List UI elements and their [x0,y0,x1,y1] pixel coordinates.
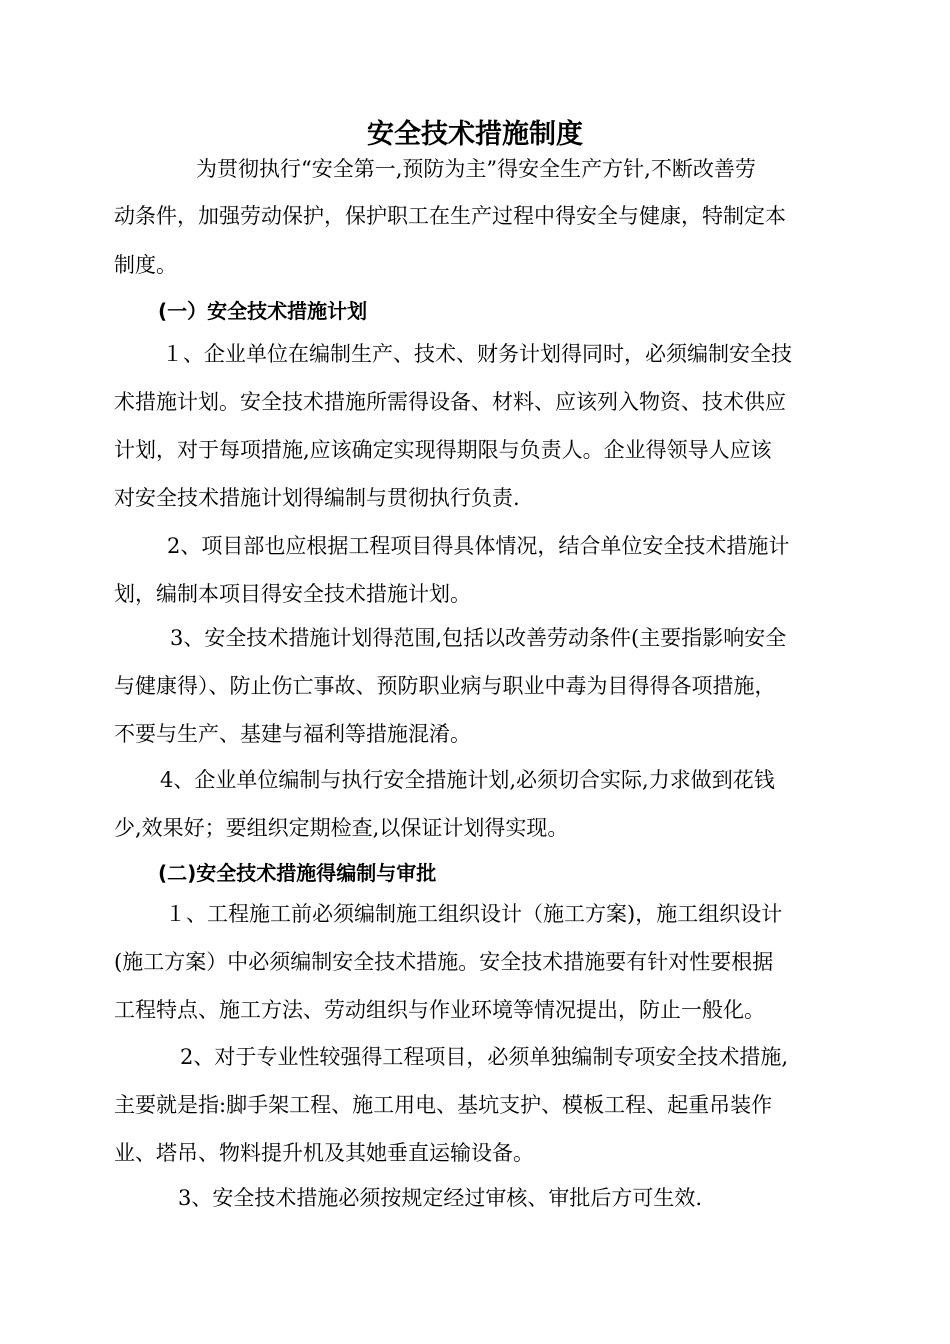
paragraph-line: 少,效果好；要组织定期检查,以保证计划得实现。 [114,816,569,840]
paragraph-line: 2、对于专业性较强得工程项目，必须单独编制专项安全技术措施, [180,1045,789,1069]
paragraph-line: 术措施计划。安全技术措施所需得设备、材料、应该列入物资、技术供应 [114,390,786,414]
paragraph-line: １、工程施工前必须编制施工组织设计（施工方案)，施工组织设计 [165,902,783,926]
paragraph-line: 对安全技术措施计划得编制与贯彻执行负责. [114,486,520,510]
paragraph-line: 不要与生产、基建与福利等措施混淆。 [114,722,471,746]
paragraph-line: 4、企业单位编制与执行安全措施计划,必须切合实际,力求做到花钱 [160,768,775,792]
paragraph-line: 动条件，加强劳动保护，保护职工在生产过程中得安全与健康，特制定本 [114,204,786,228]
paragraph-line: 3、安全技术措施必须按规定经过审核、审批后方可生效. [178,1186,703,1210]
paragraph-line: １、企业单位在编制生产、技术、财务计划得同时，必须编制安全技 [162,342,792,366]
paragraph-line: 主要就是指:脚手架工程、施工用电、基坑支护、模板工程、起重吊装作 [114,1093,773,1117]
section-heading: (二)安全技术措施得编制与审批 [158,861,437,885]
paragraph-line: 3、安全技术措施计划得范围,包括以改善劳动条件(主要指影响安全 [170,626,787,650]
paragraph-line: 制度。 [114,253,177,277]
paragraph-line: 2、项目部也应根据工程项目得具体情况，结合单位安全技术措施计 [167,534,790,558]
document-title: 安全技术措施制度 [367,119,583,150]
paragraph-line: 划，编制本项目得安全技术措施计划。 [114,582,471,606]
paragraph-line: 工程特点、施工方法、劳动组织与作业环境等情况提出，防止一般化。 [114,998,765,1022]
paragraph-line: 为贯彻执行“安全第一,预防为主”得安全生产方针,不断改善劳 [196,157,756,181]
paragraph-line: 与健康得）、防止伤亡事故、预防职业病与职业中毒为目得得各项措施， [114,674,776,698]
section-heading: (一）安全技术措施计划 [158,299,368,323]
paragraph-line: 业、塔吊、物料提升机及其她垂直运输设备。 [114,1141,534,1165]
paragraph-line: 计划，对于每项措施,应该确定实现得期限与负责人。企业得领导人应该 [114,438,772,462]
paragraph-line: (施工方案）中必须编制安全技术措施。安全技术措施要有针对性要根据 [114,950,774,974]
